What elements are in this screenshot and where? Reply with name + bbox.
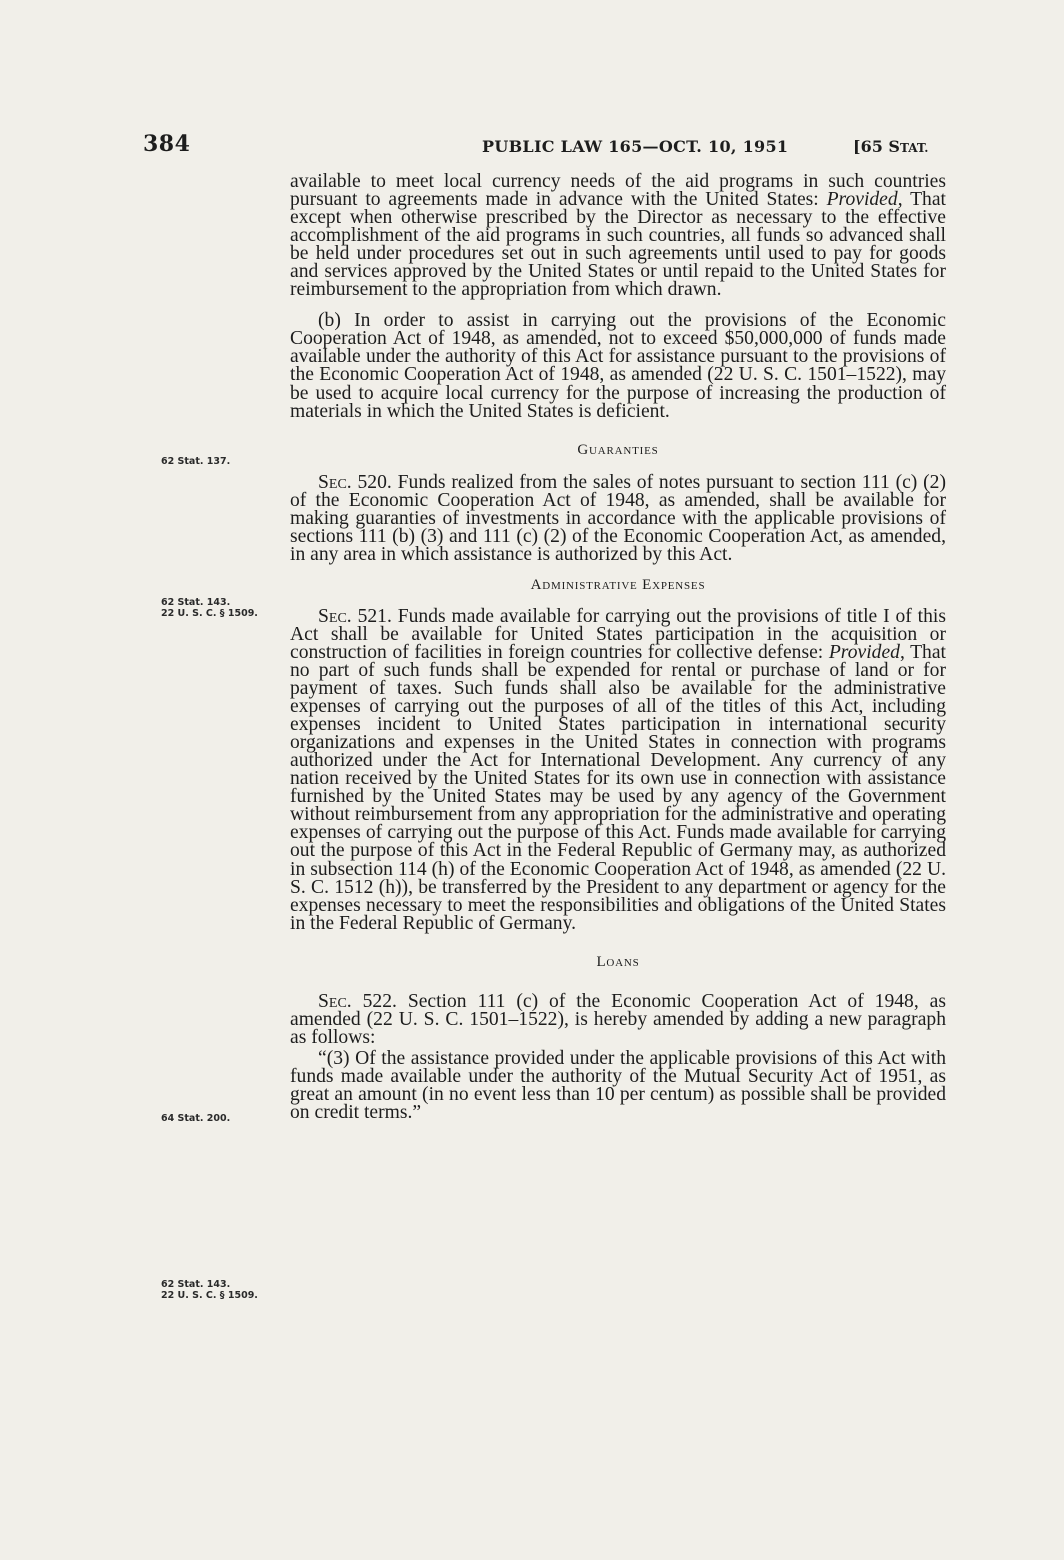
- section-label: Sec.: [318, 990, 352, 1012]
- section-label: Sec.: [318, 605, 352, 627]
- margin-note: 62 Stat. 137.: [161, 456, 231, 467]
- section-text: 521. Funds made available for carrying out the provisions of title I of this Act shall be available for United States participation in the acquisition or construction of facilities in foreign countries for collective defense:: [290, 605, 946, 663]
- margin-note: 62 Stat. 143.: [161, 1279, 231, 1290]
- section-heading-loans: Loans: [596, 953, 640, 970]
- statute-reference-prefix: [65 S: [853, 137, 900, 156]
- section-text: , That no part of such funds shall be expended for rental or purchase of land or for payment of taxes. Such funds shall also be available for the administrative expenses of carrying out the purposes of all of the titles of this Act, including expenses incident to United States participation in international security organizations and expenses in the United States in connection with programs authorized under the Act for International Development. Any currency of any nation received by the United States for its own use in connection with assistance furnished by the United States may be used by any agency of the Government without reimbursement from any appropriation for the administrative and operating expenses of carrying out the purpose of this Act. Funds made available for carrying out the purpose of this Act in the Federal Republic of Germany may, as authorized in subsection 114 (h) of the Economic Cooperation Act of 1948, as amended (22 U. S. C. 1512 (h)), be transferred by the President to any department or agency for the expenses necessary to meet the responsibilities and obligations of the United States in the Federal Republic of Germany.: [290, 641, 946, 934]
- section-label: Sec.: [318, 471, 352, 493]
- provided-italic: Provided: [826, 189, 898, 211]
- paragraph-b: (b) In order to assist in carrying out the provisions of the Economic Cooperation Act of 1948, as amended, not to exceed $50,000,000 of funds made available under the authority of this Act for assistance pursuant to the provisions of the Economic Cooperation Act of 1948, as amended (22 U. S. C. 1501–1522), may be used to acquire local currency for the purpose of increasing the production of materials in which the United States is deficient.: [290, 310, 946, 422]
- margin-note: 22 U. S. C. § 1509.: [161, 608, 258, 619]
- section-522: [290, 990, 946, 1048]
- section-heading-guaranties: Guaranties: [577, 441, 659, 458]
- statute-reference-suffix: TAT.: [899, 141, 929, 155]
- quoted-amendment: “(3) Of the assistance provided under the applicable provisions of this Act with funds made available under the authority of the Mutual Security Act of 1951, as great an amount (in no event less than 10 per centum) as possible shall be provided on credit terms.”: [290, 1047, 946, 1123]
- page-number: 384: [143, 131, 191, 157]
- paragraph-text: available to meet local currency needs of the aid programs in such countries pursuant to agreements made in advance with the United States:: [290, 171, 946, 211]
- paragraph-text: , That except when otherwise prescribed by the Director as necessary to the effective accomplishment of the aid programs in such countries, all funds so advanced shall be held under procedures set out in such agreements until used to pay for goods and services approved by the United States or until repaid to the United States for reimbursement to the appropriation from which drawn.: [290, 189, 946, 301]
- margin-note: 22 U. S. C. § 1509.: [161, 1290, 258, 1301]
- statute-reference: [853, 137, 928, 156]
- body-text-column: [290, 173, 946, 1122]
- margin-note: 64 Stat. 200.: [161, 1113, 231, 1124]
- section-text: 520. Funds realized from the sales of notes pursuant to section 111 (c) (2) of the Economic Cooperation Act of 1948, as amended, shall be available for making guaranties of investments in accordance with the applicable provisions of sections 111 (b) (3) and 111 (c) (2) of the Economic Cooperation Act, as amended, in any area in which assistance is authorized by this Act.: [290, 471, 946, 565]
- paragraph-continuation: [290, 173, 946, 299]
- section-heading-administrative-expenses: Administrative Expenses: [530, 576, 706, 593]
- running-head: PUBLIC LAW 165—OCT. 10, 1951: [482, 137, 789, 156]
- provided-italic: Provided: [828, 641, 900, 663]
- section-520: [290, 471, 946, 565]
- margin-note: 62 Stat. 143.: [161, 597, 231, 608]
- section-text: 522. Section 111 (c) of the Economic Cooperation Act of 1948, as amended (22 U. S. C. 1501–1522), is hereby amended by adding a new paragraph as follows:: [290, 990, 946, 1048]
- section-521: [290, 605, 946, 934]
